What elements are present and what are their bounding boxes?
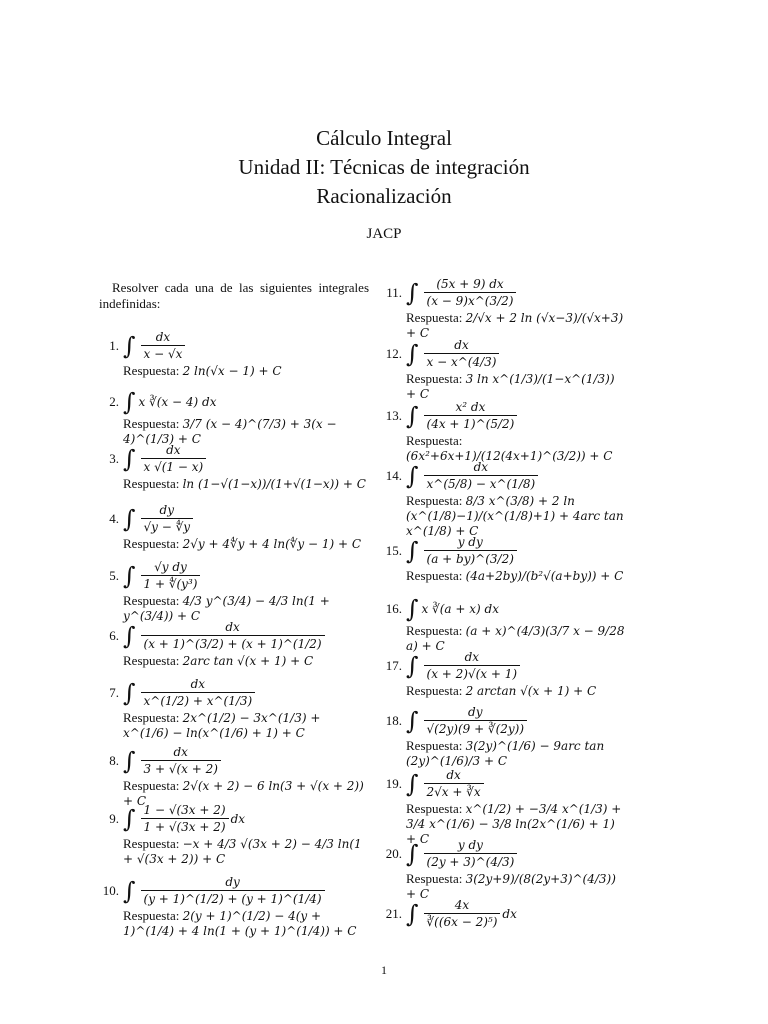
fraction-numerator: x² dx <box>455 400 486 414</box>
problem-number: 12. <box>385 345 402 361</box>
fraction-numerator: dx <box>166 443 181 457</box>
problem-number: 14. <box>385 467 402 483</box>
integrand-fraction <box>141 875 325 906</box>
integrand <box>422 400 520 431</box>
integrand <box>139 395 217 409</box>
problem-number: 7. <box>109 684 119 700</box>
integrand <box>139 745 223 776</box>
answer <box>123 363 367 379</box>
integrand-fraction <box>141 620 325 651</box>
answer-expression: 2√(x + 2) − 6 ln(3 + √(x + 2)) + C <box>123 779 364 808</box>
page-number: 1 <box>381 963 387 977</box>
problem-statement <box>382 597 627 621</box>
problem-15 <box>382 535 627 584</box>
integral-sign-icon: ∫ <box>406 839 419 868</box>
problem-statement <box>382 838 627 869</box>
fraction-denominator: 2√x + ∛x <box>424 783 484 799</box>
fraction-numerator: y dy <box>457 535 483 549</box>
integral-sign-icon: ∫ <box>123 804 136 833</box>
integrand <box>139 620 327 651</box>
answer <box>406 738 627 769</box>
fraction-denominator: x^(1/2) + x^(1/3) <box>141 692 256 708</box>
problem-11 <box>382 277 627 341</box>
fraction-denominator: (2y + 3)^(4/3) <box>424 853 518 869</box>
integrand-fraction <box>141 503 194 534</box>
problem-statement <box>99 390 367 414</box>
answer <box>123 908 367 939</box>
fraction-numerator: dy <box>159 503 175 517</box>
problem-statement <box>382 650 627 681</box>
integrand <box>139 503 196 534</box>
integrand <box>139 330 188 361</box>
answer-expression: (4a+2by)/(b²√(a+by)) + C <box>465 569 624 583</box>
fraction-numerator: dx <box>454 338 469 352</box>
answer <box>406 568 627 584</box>
problem-statement <box>99 560 367 591</box>
integrand-fraction <box>141 803 229 834</box>
answer-label: Respuesta: <box>123 908 183 923</box>
integral-sign-icon: ∫ <box>406 899 419 928</box>
answer-label: Respuesta: <box>406 568 466 583</box>
fraction-denominator: √(2y)(9 + ∛(2y)) <box>424 720 528 736</box>
answer-expression: −x + 4/3 √(3x + 2) − 4/3 ln(1 + √(3x + 2)) + C <box>123 837 362 866</box>
problem-statement <box>99 620 367 651</box>
integral-sign-icon: ∫ <box>406 536 419 565</box>
integral-sign-icon: ∫ <box>406 595 419 623</box>
integrand <box>139 443 209 474</box>
problem-19 <box>382 768 627 847</box>
fraction-numerator: dx <box>190 677 206 691</box>
answer-label: Respuesta: <box>123 593 183 608</box>
answer-label: Respuesta: <box>123 536 183 551</box>
answer-label: Respuesta: <box>406 683 466 698</box>
fraction-denominator: x^(5/8) − x^(1/8) <box>424 475 539 491</box>
problem-statement <box>382 898 627 929</box>
problem-18 <box>382 705 627 769</box>
answer-label: Respuesta: <box>406 310 466 325</box>
answer-label: Respuesta: <box>123 778 183 793</box>
title-line-2: Unidad II: Técnicas de integración <box>238 155 530 179</box>
answer-expression: 8/3 x^(3/8) + 2 ln (x^(1/8)−1)/(x^(1/8)+1) + 4arc tan x^(1/8) + C <box>406 494 624 538</box>
integrand-fraction <box>141 745 221 776</box>
problem-statement <box>99 677 367 708</box>
integrand-fraction <box>424 650 521 681</box>
answer <box>406 310 627 341</box>
fraction-denominator: ∛((6x − 2)⁵) <box>424 913 501 929</box>
answer-label: Respuesta: <box>406 871 466 886</box>
fraction-numerator: dx <box>464 650 480 664</box>
answer-expression: 2x^(1/2) − 3x^(1/3) + x^(1/6) − ln(x^(1/6) + 1) + C <box>123 711 321 740</box>
integral-sign-icon: ∫ <box>406 706 419 735</box>
answer-label: Respuesta: <box>123 710 183 725</box>
integrand <box>422 768 486 799</box>
answer-label: Respuesta: <box>406 493 466 508</box>
problem-number: 6. <box>109 627 119 643</box>
problem-number: 3. <box>109 450 119 466</box>
answer-expression: ln (1−√(1−x))/(1+√(1−x)) + C <box>182 477 366 491</box>
fraction-numerator: (5x + 9) dx <box>436 277 504 291</box>
fraction-denominator: x √(1 − x) <box>141 458 207 474</box>
integrand-fraction <box>141 330 186 361</box>
answer-label: Respuesta: <box>406 371 466 386</box>
integrand-fraction <box>141 677 256 708</box>
problem-statement <box>382 277 627 308</box>
problem-statement <box>99 745 367 776</box>
fraction-numerator: √y dy <box>154 560 187 574</box>
answer-expression: (6x²+6x+1)/(12(4x+1)^(3/2)) + C <box>406 449 613 463</box>
answer <box>123 836 367 867</box>
fraction-denominator: (y + 1)^(1/2) + (y + 1)^(1/4) <box>141 890 325 906</box>
problem-statement <box>382 535 627 566</box>
integrand-tail: dx <box>502 906 517 921</box>
title-line-3: Racionalización <box>316 184 452 208</box>
answer <box>123 653 367 669</box>
integral-sign-icon: ∫ <box>406 278 419 307</box>
problem-statement <box>99 330 367 361</box>
problem-number: 16. <box>385 601 402 616</box>
problem-1 <box>99 330 367 379</box>
fraction-numerator: dx <box>446 768 461 782</box>
answer-expression: 3 ln x^(1/3)/(1−x^(1/3)) + C <box>406 372 615 401</box>
fraction-denominator: (a + by)^(3/2) <box>424 550 517 566</box>
integrand-fraction <box>141 443 207 474</box>
problem-statement <box>382 460 627 491</box>
problem-number: 8. <box>109 752 119 768</box>
answer <box>123 536 367 552</box>
integral-sign-icon: ∫ <box>406 339 419 368</box>
problem-number: 5. <box>109 567 119 583</box>
answer-label: Respuesta: <box>123 416 183 431</box>
answer-label: Respuesta: <box>123 363 183 378</box>
answer-label: Respuesta: <box>123 836 183 851</box>
problem-14 <box>382 460 627 539</box>
title-line-1: Cálculo Integral <box>316 126 452 150</box>
problem-number: 1. <box>109 337 119 353</box>
fraction-denominator: (4x + 1)^(5/2) <box>424 415 518 431</box>
author: JACP <box>366 226 402 242</box>
integral-sign-icon: ∫ <box>123 876 136 905</box>
integrand <box>422 338 502 369</box>
integral-sign-icon: ∫ <box>123 331 136 360</box>
problem-21 <box>382 898 627 929</box>
answer-label: Respuesta: <box>406 623 466 638</box>
problem-statement <box>99 503 367 534</box>
integral-sign-icon: ∫ <box>406 769 419 798</box>
problem-13 <box>382 400 627 464</box>
answer-label: Respuesta: <box>406 801 466 816</box>
integral-sign-icon: ∫ <box>123 388 136 416</box>
problem-3 <box>99 443 367 492</box>
integrand <box>139 875 327 906</box>
fraction-denominator: (x + 1)^(3/2) + (x + 1)^(1/2) <box>141 635 325 651</box>
problem-number: 13. <box>385 407 402 423</box>
integrand <box>422 898 517 929</box>
problem-number: 19. <box>385 775 402 791</box>
fraction-denominator: 1 + √(3x + 2) <box>141 818 229 834</box>
answer-expression: x^(1/2) + −3/4 x^(1/3) + 3/4 x^(1/6) − 3/8 ln(2x^(1/6) + 1) + C <box>406 802 622 846</box>
integrand <box>422 650 523 681</box>
integrand-fraction <box>424 838 518 869</box>
fraction-numerator: 4x <box>454 898 470 912</box>
problem-number: 20. <box>385 845 402 861</box>
integrand-fraction <box>424 898 501 929</box>
answer-expression: 2 arctan √(x + 1) + C <box>465 684 597 698</box>
integral-sign-icon: ∫ <box>123 561 136 590</box>
problem-20 <box>382 838 627 902</box>
fraction-numerator: dx <box>473 460 489 474</box>
fraction-denominator: √y − ∜y <box>141 518 194 534</box>
problem-number: 4. <box>109 510 119 526</box>
fraction-numerator: 1 − √(3x + 2) <box>143 803 226 817</box>
integrand-fraction <box>424 460 539 491</box>
answer <box>406 371 627 402</box>
answer-expression: 3(2y)^(1/6) − 9arc tan (2y)^(1/6)/3 + C <box>406 739 605 768</box>
integrand-fraction <box>424 705 528 736</box>
integral-sign-icon: ∫ <box>123 746 136 775</box>
integrand-expression: x ∛(a + x) dx <box>421 602 499 616</box>
fraction-denominator: (x + 2)√(x + 1) <box>424 665 521 681</box>
answer <box>123 710 367 741</box>
integrand <box>139 677 258 708</box>
integrand-fraction <box>424 400 518 431</box>
intro-text: Resolver cada una de las siguientes integrales indefinidas: <box>99 280 369 311</box>
integral-sign-icon: ∫ <box>406 401 419 430</box>
problem-number: 21. <box>385 905 402 921</box>
answer-label: Respuesta: <box>406 433 463 448</box>
problem-16 <box>382 597 627 654</box>
answer-expression: 3(2y+9)/(8(2y+3)^(4/3)) + C <box>406 872 616 901</box>
integral-sign-icon: ∫ <box>123 678 136 707</box>
integrand-fraction <box>424 768 484 799</box>
fraction-numerator: y dy <box>457 838 483 852</box>
answer-expression: 2√y + 4∜y + 4 ln(∜y − 1) + C <box>182 537 362 551</box>
integrand <box>422 838 520 869</box>
problem-5 <box>99 560 367 624</box>
integrand <box>422 705 530 736</box>
document-title <box>0 124 768 211</box>
integrand <box>422 602 499 616</box>
answer-label: Respuesta: <box>123 653 183 668</box>
problem-statement <box>382 768 627 799</box>
problem-number: 15. <box>385 542 402 558</box>
problem-7 <box>99 677 367 741</box>
answer-expression: 2(y + 1)^(1/2) − 4(y + 1)^(1/4) + 4 ln(1 + (y + 1)^(1/4)) + C <box>123 909 357 938</box>
problem-4 <box>99 503 367 552</box>
integrand-fraction <box>424 277 517 308</box>
answer-label: Respuesta: <box>123 476 183 491</box>
integral-sign-icon: ∫ <box>123 444 136 473</box>
answer-expression: 2arc tan √(x + 1) + C <box>182 654 314 668</box>
integral-sign-icon: ∫ <box>123 504 136 533</box>
answer <box>406 683 627 699</box>
answer-expression: 2 ln(√x − 1) + C <box>182 364 282 378</box>
fraction-numerator: dx <box>173 745 188 759</box>
fraction-denominator: x − √x <box>141 345 186 361</box>
problem-number: 10. <box>102 882 119 898</box>
integrand <box>139 803 246 834</box>
problem-statement <box>99 803 367 834</box>
answer-expression: (a + x)^(4/3)(3/7 x − 9/28 a) + C <box>406 624 625 653</box>
problem-number: 18. <box>385 712 402 728</box>
integral-sign-icon: ∫ <box>406 461 419 490</box>
problem-17 <box>382 650 627 699</box>
integrand-fraction <box>424 338 500 369</box>
problem-2 <box>99 390 367 447</box>
problem-statement <box>382 400 627 431</box>
answer-expression: 2/√x + 2 ln (√x−3)/(√x+3) + C <box>406 311 624 340</box>
problem-number: 17. <box>385 657 402 673</box>
problem-10 <box>99 875 367 939</box>
integral-sign-icon: ∫ <box>123 621 136 650</box>
problem-8 <box>99 745 367 809</box>
answer <box>123 476 367 492</box>
fraction-denominator: x − x^(4/3) <box>424 353 500 369</box>
problem-statement <box>99 443 367 474</box>
fraction-denominator: (x − 9)x^(3/2) <box>424 292 517 308</box>
integrand <box>422 460 541 491</box>
fraction-numerator: dy <box>468 705 483 719</box>
fraction-denominator: 3 + √(x + 2) <box>141 760 221 776</box>
answer-expression: 4/3 y^(3/4) − 4/3 ln(1 + y^(3/4)) + C <box>123 594 330 623</box>
problem-statement <box>382 705 627 736</box>
problem-number: 9. <box>109 810 119 826</box>
integrand-fraction <box>141 560 201 591</box>
problem-statement <box>99 875 367 906</box>
integrand <box>422 277 519 308</box>
fraction-numerator: dx <box>155 330 171 344</box>
problem-9 <box>99 803 367 867</box>
problem-statement <box>382 338 627 369</box>
problem-number: 2. <box>109 394 119 409</box>
problem-12 <box>382 338 627 402</box>
fraction-numerator: dy <box>225 875 240 889</box>
integral-sign-icon: ∫ <box>406 651 419 680</box>
problem-number: 11. <box>386 284 402 300</box>
integrand <box>139 560 203 591</box>
integrand-tail: dx <box>230 811 246 826</box>
integrand <box>422 535 519 566</box>
problem-6 <box>99 620 367 669</box>
fraction-numerator: dx <box>225 620 240 634</box>
answer-expression: 3/7 (x − 4)^(7/3) + 3(x − 4)^(1/3) + C <box>123 417 337 446</box>
integrand-fraction <box>424 535 517 566</box>
answer <box>406 493 627 539</box>
integrand-expression: x ∛(x − 4) dx <box>138 395 217 409</box>
answer-label: Respuesta: <box>406 738 466 753</box>
fraction-denominator: 1 + ∜(y³) <box>141 575 201 591</box>
